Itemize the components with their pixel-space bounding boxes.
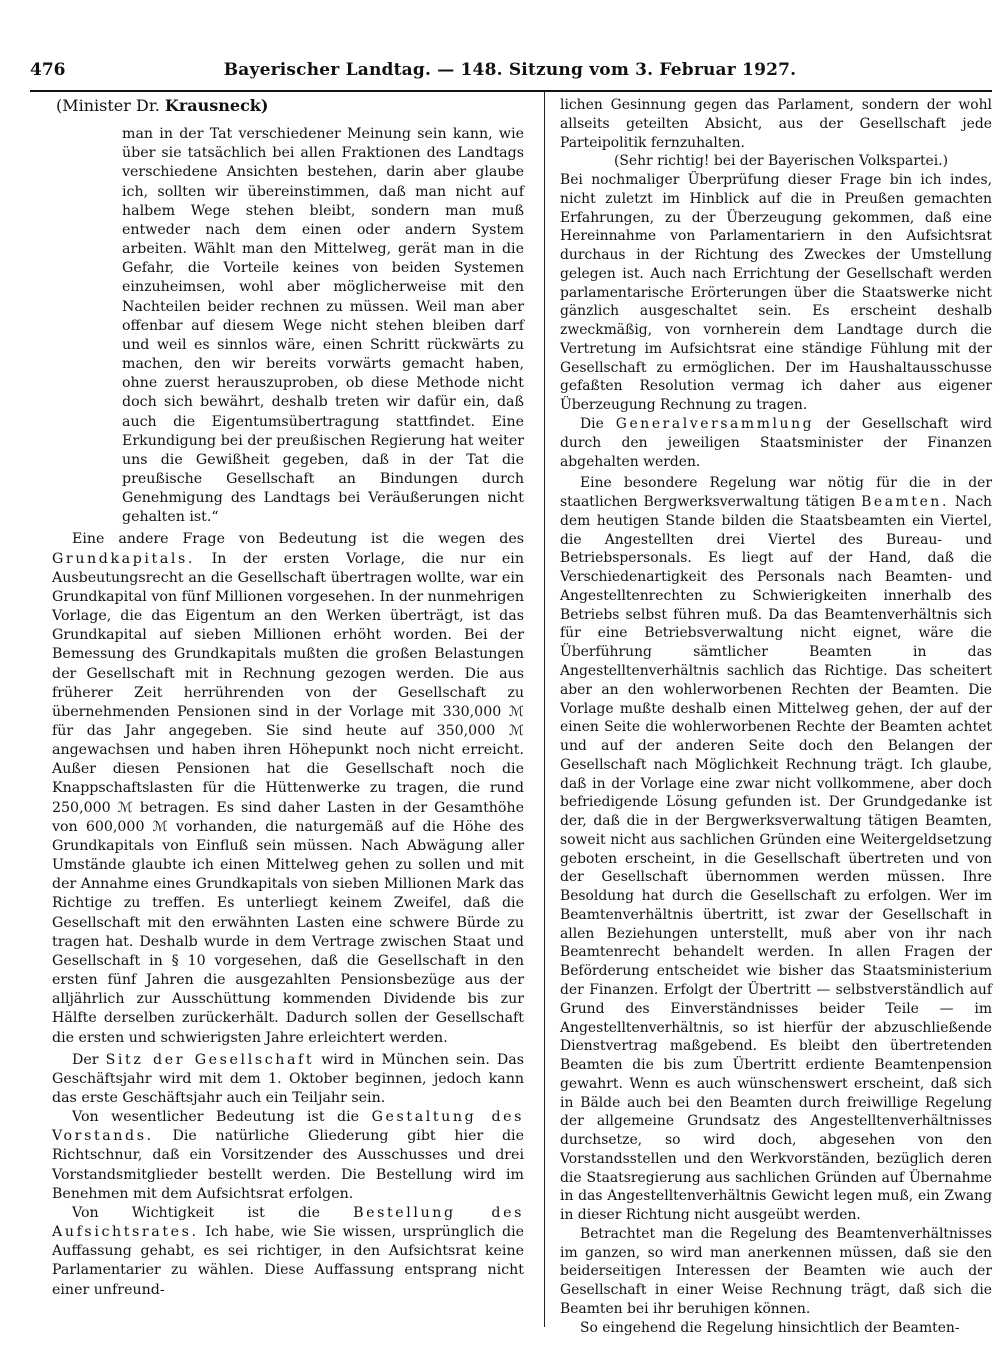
- text-run: Die: [580, 416, 616, 433]
- header-title: Bayerischer Landtag. — 148. Sitzung vom 3. Februar 1927.: [223, 60, 797, 80]
- paragraph-grundkapital: [52, 530, 524, 1047]
- text-run: Ich habe, wie Sie wissen, ursprünglich die Auffassung gehabt, es sei richtiger, in den Aufsichtsrat keine Parlamentarier zu wählen. Diese Auffassung entsprang nicht einer unfreund-: [52, 1224, 524, 1298]
- emphasis-generalversammlung: Generalversammlung: [615, 416, 815, 433]
- text-run: Eine andere Frage von Bedeutung ist die wegen des: [72, 531, 524, 548]
- paragraph-aufsichtsrat: [52, 1204, 524, 1300]
- emphasis-sitz: Sitz der Gesellschaft: [105, 1051, 315, 1068]
- paragraph-sitz: [52, 1051, 524, 1108]
- paragraph-final: So eingehend die Regelung hinsichtlich der Beamten-: [580, 1319, 960, 1336]
- header-rule: [30, 90, 992, 92]
- text-run: Nach dem heutigen Stande bilden die Staatsbeamten ein Viertel, die Angestellten drei Viertel des Bureau- und Betriebspersonals. Es liegt auf der Hand, daß die Verschiedenartigkeit des Personals nach Beamten- und Angestelltenrechten zu Schwierigkeiten innerhalb des Betriebs selbst führen muß. Da das Beamtenverhältnis sich für eine Betriebsverwaltung nicht eignet, wäre die Überführung sämtlicher Beamten in das Angestelltenverhältnis sachlich das Richtige. Das scheitert aber an den wohlerworbenen Rechten der Beamten. Die Vorlage mußte deshalb einen Mittelweg gehen, der auf der einen Seite die wohlerworbenen Rechte der Beamten achtet und auf der anderen Seite doch den Belangen der Gesellschaft nach Möglichkeit Rechnung trägt. Ich glaube, daß in der Vorlage eine zwar nicht vollkommene, aber doch befriedigende Lösung gefunden ist. Der Grundgedanke ist der, daß die in der Bergwerksverwaltung tätigen Beamten, soweit nicht aus sachlichen Gründen eine Weitergeldsetzung geboten erscheint, in die Gesellschaft übertreten und von der Gesellschaft übernommen werden müssen. Ihre Besoldung hat durch die Gesellschaft zu erfolgen. Wer im Beamtenverhältnis übertritt, ist zwar der Gesellschaft in allen Beziehungen unterstellt, muß aber von ihr nach Beamtenrecht behandelt werden. In allen Fragen der Beförderung entscheidet wie bisher das Staatsministerium der Finanzen. Erfolgt der Übertritt — selbstverständlich auf Grund des Einverständnisses beider Teile — im Angestelltenverhältnis, so ist hierfür der abzuschließende Dienstvertrag maßgebend. Es bleibt den übertretenden Beamten die bis zum Übertritt erdiente Beamtenpension gewahrt. Wenn es auch wünschenswert erscheint, daß sich in Bälde auch bei den Beamten durch freiwillige Regelung der allgemeine Grundsatz des Angestelltenverhältnisses durchsetze, so wird doch, abgesehen von den Vorstandsstellen und den Werkvorständen, bezüglich deren die Staatsregierung aus sachlichen Gründen auf Übernahme in das Angestelltenverhältnis Gewicht legen muß, ein Zwang in dieser Richtung nicht ausgeübt werden.: [560, 494, 992, 1224]
- left-column: [52, 96, 524, 1300]
- interjection: (Sehr richtig! bei der Bayerischen Volkspartei.): [613, 153, 949, 170]
- emphasis-aufsichtsrat: Bestellung des Aufsichtsrates.: [52, 1204, 524, 1241]
- text-run: In der ersten Vorlage, die nur ein Ausbeutungsrecht an die Gesellschaft übertragen wollte, war ein Grundkapital von fünf Millionen vorgesehen. In der nunmehrigen Vorlage, die das Eigentum an den Werken überträgt, ist das Grundkapital auf sieben Millionen erhöht worden. Bei der Bemessung des Grundkapitals mußten die großen Belastungen der Gesellschaft mit in Rechnung gezogen werden. Die aus früherer Zeit herrührenden von der Gesellschaft zu übernehmenden Pensionen sind in der Vorlage mit 330,000 ℳ für das Jahr angegeben. Sie sind heute auf 350,000 ℳ angewachsen und haben ihren Höhepunkt noch nicht erreicht. Außer diesen Pensionen hat die Gesellschaft noch die Knappschaftslasten für die Hüttenwerke zu tragen, die rund 250,000 ℳ betragen. Es sind daher Lasten in der Gesamthöhe von 600,000 ℳ vorhanden, die naturgemäß auf die Höhe des Grundkapitals von Einfluß sein müssen. Nach Abwägung aller Umstände glaubte ich einen Mittelweg gehen zu sollen und mit der Annahme eines Grundkapitals von sieben Millionen Mark das Richtige zu treffen. Es unterliegt keinem Zweifel, daß die Gesellschaft mit den erwähnten Lasten eine schwere Bürde zu tragen hat. Deshalb wurde in dem Vertrage zwischen Staat und Gesellschaft in § 10 vorgesehen, daß die Gesellschaft in den ersten fünf Jahren die ausgezahlten Pensionsbezüge aus der alljährlich zur Ausschüttung kommenden Dividende bis zur Hälfte derselben zurückerhält. Dadurch sollen der Gesellschaft die ersten und schwierigsten Jahre erleichtert werden.: [52, 550, 524, 1046]
- speaker-line: [56, 96, 524, 115]
- quoted-passage: man in der Tat verschiedener Meinung sein kann, wie über sie tatsächlich bei allen Fraktionen des Landtags verschiedene Ansichten bestehen, darin aber glaube ich, sollten wir übereinstimmen, daß man nicht auf halbem Wege stehen bleibt, sondern man muß entweder nach dem einen oder andern System arbeiten. Wählt man den Mittelweg, gerät man in die Gefahr, die Vorteile keines von beiden Systemen einzuheimsen, wohl aber möglicherweise mit den Nachteilen beider rechnen zu müssen. Weil man aber offenbar auf diesem Wege nicht stehen bleiben darf und weil es sinnlos wäre, einen Schritt rückwärts zu machen, den wir bereits vorwärts gemacht haben, ohne zuerst herauszuproben, ob diese Methode nicht doch sich bewährt, deshalb treten wir dafür ein, daß auch die Eigentumsübertragung stattfindet. Eine Erkundigung bei der preußischen Regierung hat weiter uns die Gewißheit gegeben, daß in der Tat die preußische Gesellschaft an Bindungen durch Genehmigung des Landtags bei Veräußerungen nicht gehalten ist.“: [122, 126, 524, 526]
- text-run: der Gesellschaft wird durch den jeweiligen Staatsminister der Finanzen abgehalten werden.: [560, 416, 992, 470]
- emphasis-beamte: Beamten.: [861, 494, 949, 511]
- paragraph-beamte: [560, 474, 992, 1225]
- emphasis-vorstand: Gestaltung des Vorstands.: [52, 1109, 525, 1145]
- page-number: 476: [30, 60, 66, 80]
- paragraph-generalversammlung: [560, 415, 992, 471]
- paragraph-continuation: lichen Gesinnung gegen das Parlament, sondern der wohl allseits geteilten Absicht, aus der Gesellschaft jede Parteipolitik fernzuhalten.: [560, 97, 992, 151]
- text-run: Der: [72, 1051, 106, 1068]
- text-run: wird in München sein. Das Geschäftsjahr wird mit dem 1. Oktober beginnen, jedoch kann das erste Geschäftsjahr auch ein Teiljahr sein.: [52, 1051, 524, 1106]
- text-run: Von Wichtigkeit ist die: [72, 1204, 354, 1221]
- column-divider: [544, 92, 545, 1327]
- text-run: Die natürliche Gliederung gibt hier die Richtschnur, daß ein Vorsitzender des Ausschusses und drei Vorstandsmitglieder bestellt werden. Die Bestellung wird im Benehmen mit dem Aufsichtsrat erfolgen.: [52, 1128, 524, 1202]
- emphasis-grundkapital: Grundkapitals.: [52, 550, 196, 567]
- speaker-prefix: (Minister Dr.: [56, 96, 165, 115]
- speaker-name: Krausneck): [164, 96, 269, 115]
- paragraph-ueberpruefung: Bei nochmaliger Überprüfung dieser Frage bin ich indes, nicht zuletzt im Hinblick auf die in Preußen gemachten Erfahrungen, zu der Überzeugung gekommen, daß eine Hereinnahme von Parlamentariern in den Aufsichtsrat durchaus in der Richtung des Zweckes der Umstellung gelegen ist. Auch nach Errichtung der Gesellschaft werden parlamentarische Erörterungen über die Staatswerke nicht gänzlich ausgeschaltet sein. Es erscheint deshalb zweckmäßig, von vornherein dem Landtage durch die Vertretung im Aufsichtsrat eine ständige Fühlung mit der Gesellschaft zu ermöglichen. Der im Haushaltausschusse gefaßten Resolution vermag ich daher aus eigener Überzeugung Rechnung zu tragen.: [560, 172, 992, 414]
- running-header: [30, 60, 990, 86]
- right-column: [560, 96, 992, 1338]
- paragraph-vorstand: [52, 1108, 524, 1204]
- text-run: Von wesentlicher Bedeutung ist die: [72, 1109, 372, 1126]
- text-run: Eine besondere Regelung war nötig für die in der staatlichen Bergwerksverwaltung tätigen: [560, 475, 992, 511]
- paragraph-beamtenverhaeltnis: Betrachtet man die Regelung des Beamtenverhältnisses im ganzen, so wird man anerkennen müssen, daß sie den beiderseitigen Interessen der Beamten wie auch der Gesellschaft in einer Weise Rechnung trägt, daß sich die Beamten bei ihr beruhigen können.: [560, 1225, 992, 1317]
